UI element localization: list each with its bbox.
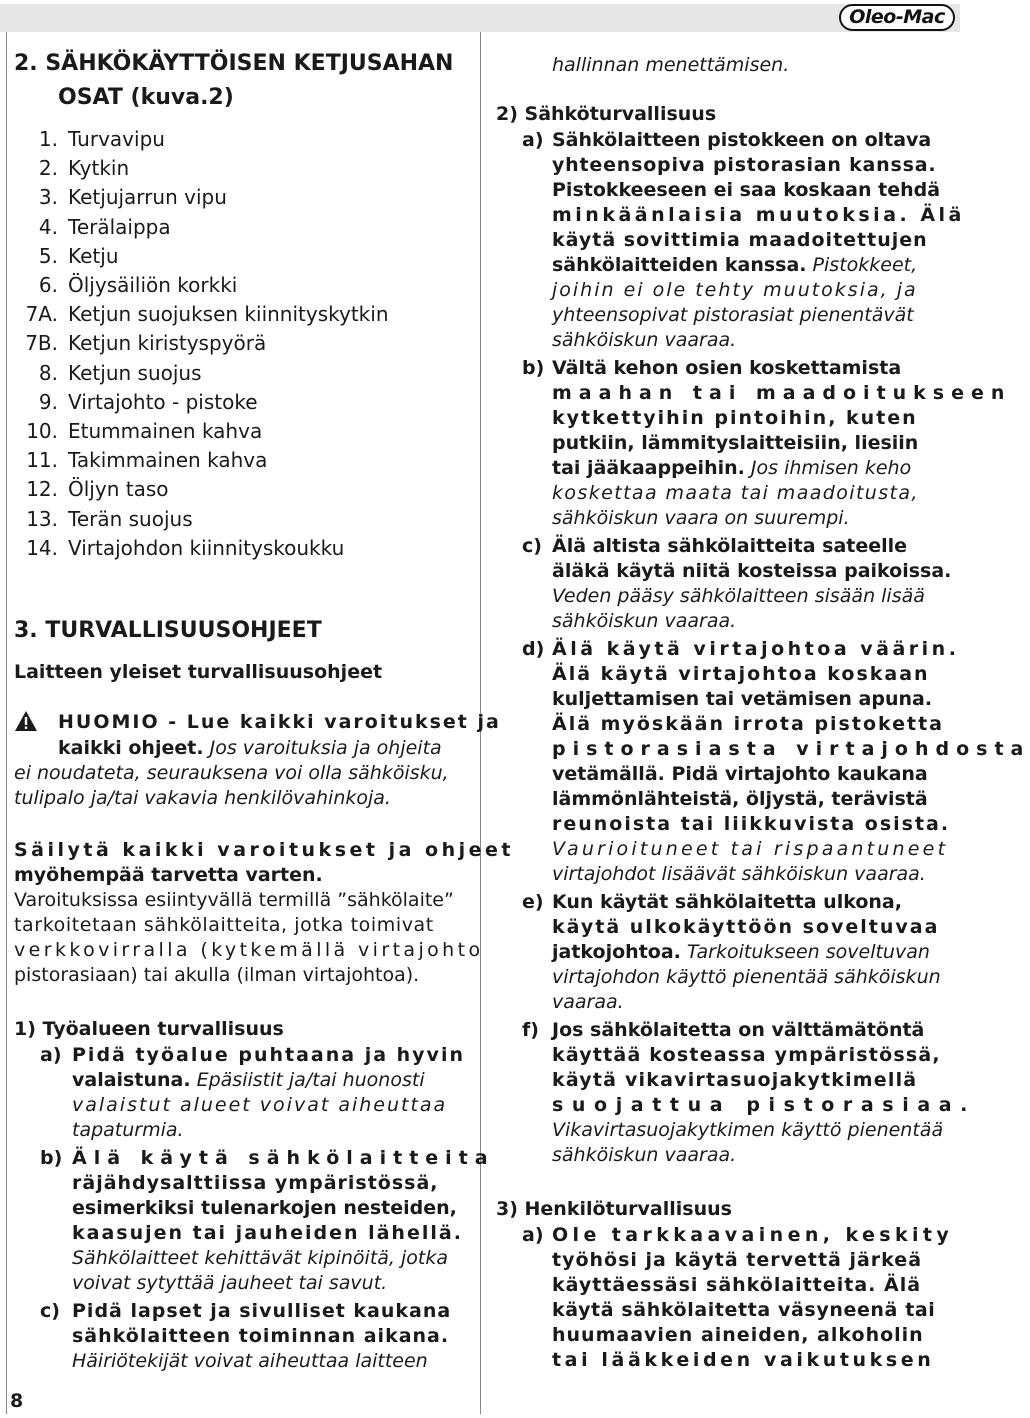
header-bar [0, 4, 960, 32]
personal-heading: 3) Henkilöturvallisuus [496, 1198, 732, 1220]
parts-list-item [14, 505, 193, 533]
parts-list-number: 5. [38, 243, 58, 268]
pers-a-line-6: tai lääkkeiden vaikutuksen [552, 1349, 935, 1371]
work-c-line-4: hallinnan menettämisen. [552, 54, 790, 76]
parts-list-item [14, 125, 165, 153]
page-number: 8 [10, 1390, 24, 1412]
elec-e-line-3: jatkojohtoa. Tarkoitukseen soveltuvan [552, 941, 930, 963]
keep-line-3: Varoituksissa esiintyvällä termillä ˮsähkölaiteˮ [14, 889, 454, 911]
elec-c-label: c) [522, 535, 542, 557]
elec-b-line-5: tai jääkaappeihin. Jos ihmisen keho [552, 457, 912, 479]
keep-line-5: verkkovirralla (kytkemällä virtajohto [14, 939, 484, 961]
parts-list-number: 13. [26, 506, 58, 531]
elec-a-line-9: sähköiskun vaaraa. [552, 329, 737, 351]
elec-d-line-6: vetämällä. Pidä virtajohto kaukana [552, 763, 928, 785]
work-area-heading: 1) Työalueen turvallisuus [14, 1018, 284, 1040]
elec-f-line-4: suojattua pistorasiaa. [552, 1094, 976, 1116]
pers-a-line-3: käyttäessäsi sähkölaitteita. Älä [552, 1274, 922, 1296]
parts-list-number: 10. [26, 419, 58, 443]
parts-list-item [14, 271, 237, 299]
section-2-title-cont: OSAT (kuva.2) [58, 85, 234, 110]
parts-list-label: Ketjujarrun vipu [68, 185, 227, 210]
warning-line-1: HUOMIO - Lue kaikki varoitukset ja [58, 711, 501, 733]
elec-b-line-1: Vältä kehon osien koskettamista [552, 357, 902, 379]
elec-f-line-3: käytä vikavirtasuojakytkimellä [552, 1069, 918, 1091]
elec-d-line-1: Älä käytä virtajohtoa väärin. [552, 638, 960, 660]
parts-list-label: Takimmainen kahva [68, 448, 268, 473]
work-b-line-6: voivat sytyttää jauheet tai savut. [72, 1272, 388, 1294]
parts-list-item [14, 213, 171, 241]
parts-list-number: 4. [38, 214, 58, 239]
parts-list-item [14, 388, 258, 416]
work-c-label: c) [40, 1300, 60, 1322]
electrical-heading: 2) Sähköturvallisuus [496, 103, 717, 125]
warning-line-4: tulipalo ja/tai vakavia henkilövahinkoja. [14, 787, 391, 809]
work-a-line-2: valaistuna. Epäsiistit ja/tai huonosti [72, 1069, 425, 1091]
elec-b-line-2: maahan tai maadoitukseen [552, 382, 1012, 404]
work-c-line-3: Häiriötekijät voivat aiheuttaa laitteen [72, 1350, 428, 1372]
parts-list-item [14, 300, 389, 328]
parts-list-label: Virtajohto - pistoke [68, 389, 258, 414]
parts-list-number: 9. [38, 389, 58, 414]
work-a-line-3: valaistut alueet voivat aiheuttaa [72, 1094, 448, 1116]
parts-list-number: 1. [38, 127, 58, 151]
elec-f-label: f) [522, 1019, 539, 1041]
parts-list-label: Etummainen kahva [68, 419, 263, 443]
parts-list-label: Kytkin [68, 156, 130, 181]
work-a-line-1: Pidä työalue puhtaana ja hyvin [72, 1044, 465, 1066]
section-2-title: 2. SÄHKÖKÄYTTÖISEN KETJUSAHAN [14, 51, 454, 76]
parts-list-label: Öljysäiliön korkki [68, 273, 238, 297]
pers-a-line-5: huumaavien aineiden, alkoholin [552, 1324, 924, 1346]
elec-d-label: d) [522, 638, 545, 660]
work-b-label: b) [40, 1147, 63, 1169]
elec-d-line-2: Älä käytä virtajohtoa koskaan [552, 663, 930, 685]
parts-list-item [14, 183, 227, 211]
parts-list-label: Ketjun suojus [68, 360, 202, 385]
elec-a-line-3: Pistokkeeseen ei saa koskaan tehdä [552, 179, 941, 201]
parts-list-number: 14. [26, 535, 58, 560]
pers-a-line-4: käytä sähkölaitetta väsyneenä tai [552, 1299, 936, 1321]
parts-list-number: 2. [38, 156, 58, 181]
parts-list-label: Turvavipu [68, 127, 165, 151]
elec-f-line-1: Jos sähkölaitetta on välttämätöntä [552, 1019, 925, 1041]
section-3-subtitle: Laitteen yleiset turvallisuusohjeet [14, 661, 383, 683]
parts-list-item [14, 359, 202, 387]
elec-e-line-5: vaaraa. [552, 991, 624, 1013]
parts-list-label: Ketjun kiristyspyörä [68, 331, 267, 356]
elec-a-line-1: Sähkölaitteen pistokkeen on oltava [552, 129, 932, 151]
parts-list-label: Terän suojus [68, 506, 193, 531]
keep-line-1: Säilytä kaikki varoitukset ja ohjeet [14, 839, 514, 861]
elec-a-line-8: yhteensopivat pistorasiat pienentävät [552, 304, 914, 326]
work-b-line-1: Älä käytä sähkölaitteita [72, 1147, 495, 1169]
elec-c-line-1: Älä altista sähkölaitteita sateelle [552, 535, 908, 557]
keep-line-6: pistorasiaan) tai akulla (ilman virtajohtoa). [14, 964, 420, 986]
parts-list-item [14, 475, 168, 503]
elec-a-line-4: minkäänlaisia muutoksia. Älä [552, 204, 965, 226]
elec-b-line-7: sähköiskun vaara on suurempi. [552, 507, 850, 529]
work-b-line-4: kaasujen tai jauheiden lähellä. [72, 1222, 463, 1244]
warning-line-3: ei noudateta, seurauksena voi olla sähköisku, [14, 762, 449, 784]
elec-b-line-3: kytkettyihin pintoihin, kuten [552, 407, 918, 429]
elec-d-line-5: pistorasiasta virtajohdosta [552, 738, 1030, 760]
elec-b-line-6: koskettaa maata tai maadoitusta, [552, 482, 919, 504]
brand-name: Oleo-Mac [839, 4, 954, 31]
parts-list-number: 8. [38, 360, 58, 385]
elec-d-line-3: kuljettamisen tai vetämisen apuna. [552, 688, 933, 710]
elec-a-line-6: sähkölaitteiden kanssa. Pistokkeet, [552, 254, 918, 276]
elec-c-line-4: sähköiskun vaaraa. [552, 610, 737, 632]
parts-list-number: 7B. [25, 331, 58, 356]
keep-line-2: myöhempää tarvetta varten. [14, 864, 323, 886]
parts-list-number: 11. [26, 448, 58, 473]
warning-icon [14, 710, 38, 732]
parts-list-item [14, 417, 262, 445]
section-3-title: 3. TURVALLISUUSOHJEET [14, 618, 322, 643]
pers-a-line-1: Ole tarkkaavainen, keskity [552, 1224, 954, 1246]
parts-list-number: 7A. [25, 302, 58, 327]
elec-f-line-5: Vikavirtasuojakytkimen käyttö pienentää [552, 1119, 944, 1141]
left-margin-rule [6, 32, 7, 1414]
elec-c-line-3: Veden pääsy sähkölaitteen sisään lisää [552, 585, 925, 607]
work-a-line-4: tapaturmia. [72, 1119, 184, 1141]
work-b-line-3: esimerkiksi tulenarkojen nesteiden, [72, 1197, 457, 1219]
elec-e-line-2: käytä ulkokäyttöön soveltuvaa [552, 916, 940, 938]
elec-b-line-4: putkiin, lämmityslaitteisiin, liesiin [552, 432, 919, 454]
parts-list-label: Terälaippa [68, 214, 171, 239]
parts-list-item [14, 242, 119, 270]
elec-d-line-7: lämmönlähteistä, öljystä, terävistä [552, 788, 928, 810]
work-c-line-2: sähkölaitteen toiminnan aikana. [72, 1325, 450, 1347]
parts-list-label: Ketju [68, 243, 119, 268]
work-b-line-5: Sähkölaitteet kehittävät kipinöitä, jotka [72, 1247, 449, 1269]
warning-line-2: kaikki ohjeet. Jos varoituksia ja ohjeita [58, 737, 442, 759]
pers-a-line-2: työhösi ja käytä tervettä järkeä [552, 1249, 923, 1271]
elec-e-line-1: Kun käytät sähkölaitetta ulkona, [552, 891, 902, 913]
elec-c-line-2: äläkä käytä niitä kosteissa paikoissa. [552, 560, 952, 582]
elec-d-line-8: reunoista tai liikkuvista osista. [552, 813, 951, 835]
parts-list-number: 12. [26, 477, 58, 502]
parts-list-label: Ketjun suojuksen kiinnityskytkin [68, 302, 389, 327]
parts-list-item [14, 534, 344, 562]
keep-line-4: tarkoitetaan sähkölaitteita, jotka toimivat [14, 914, 434, 936]
parts-list-label: Öljyn taso [68, 477, 169, 502]
work-b-line-2: räjähdysalttiissa ympäristössä, [72, 1172, 439, 1194]
parts-list-item [14, 329, 266, 357]
pers-a-label: a) [522, 1224, 544, 1246]
parts-list-number: 6. [38, 273, 58, 297]
parts-list-number: 3. [38, 185, 58, 210]
elec-a-line-5: käytä sovittimia maadoitettujen [552, 229, 928, 251]
elec-e-label: e) [522, 891, 544, 913]
parts-list-label: Virtajohdon kiinnityskoukku [68, 535, 345, 560]
elec-f-line-6: sähköiskun vaaraa. [552, 1144, 737, 1166]
elec-a-label: a) [522, 129, 544, 151]
parts-list-item [14, 154, 129, 182]
work-a-label: a) [40, 1044, 62, 1066]
elec-e-line-4: virtajohdon käyttö pienentää sähköiskun [552, 966, 941, 988]
elec-a-line-7: joihin ei ole tehty muutoksia, ja [552, 279, 918, 301]
work-c-line-1: Pidä lapset ja sivulliset kaukana [72, 1300, 452, 1322]
elec-d-line-4: Älä myöskään irrota pistoketta [552, 713, 944, 735]
elec-d-line-10: virtajohdot lisäävät sähköiskun vaaraa. [552, 863, 926, 885]
elec-b-label: b) [522, 357, 545, 379]
elec-f-line-2: käyttää kosteassa ympäristössä, [552, 1044, 941, 1066]
elec-a-line-2: yhteensopiva pistorasian kanssa. [552, 154, 937, 176]
brand-logo [838, 3, 956, 31]
parts-list-item [14, 446, 267, 474]
elec-d-line-9: Vaurioituneet tai rispaantuneet [552, 838, 949, 860]
